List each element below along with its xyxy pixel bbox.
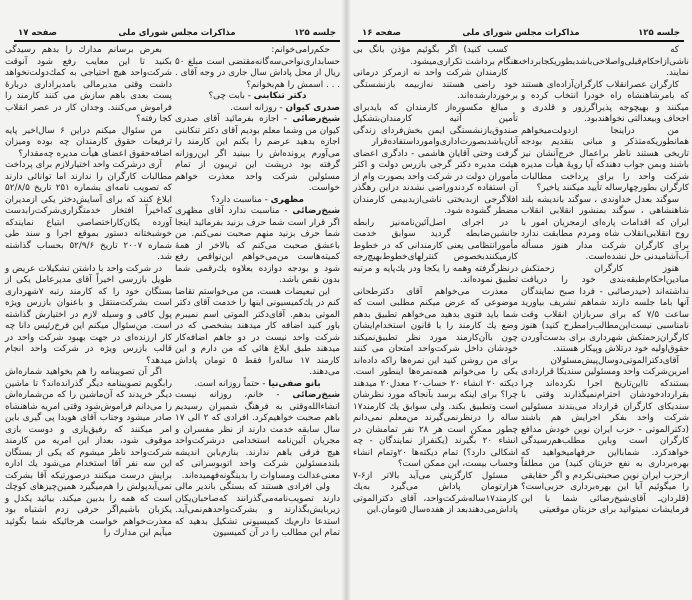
session-number: جلسه ۱۲۵ [294, 28, 336, 38]
speaker-name: شیخ‌رضائی [292, 206, 341, 216]
header-rule [358, 40, 684, 42]
paragraph: که ناشی‌ازاحکام‌قبلی‌واصلاحی‌باشدبطوریکجابرداخت نمایند. [513, 45, 689, 78]
paragraph: این تبعیضات هست، من می‌خواستم تقاضا کنم در یك‌کمیسیونی اینها را خدمت آقای دکتر الموتی بدهم. آقای‌دکتر الموتی اسم نمیبرم باور کنید اضافه کار میدهند بشخصی که در شرکت واحد نیست در دو جا‌هم اضافه‌کار میدهند طبق ابلاغ هائی که من دارم و این کارمند ۱۷ ساله‌را فقط ۵ تومان پاداش می‌دهند. [175, 286, 340, 377]
paragraph: آری درشرکت واحد اختیارلازم برای پرداخت مطالبات کارگران را ندارند اما توانائی دارند که تصویب نامه‌ای بشماره ۲۵۱ تاریخ ۵۲/۸/۵ ابلاغ کنند که برای آسایش‌دختر یکی ازمدیران که‌اخیراً افتخار خدمتگزاری‌شرکت‌رابدست آورده یکان‌کار‌اختصاصی ابتیاع نمایندکه خوشبختانه دستور بموقع اجرا و سند طی شماره ۲۰۰۷ تاریخ ۵۲/۹/۶ بحساب گذاشته شد. [5, 160, 172, 262]
speech-text: - اجازه بفرمائید آقای صدری کیوان من وشما معلم بودیم آقای دکتر تنکابنی اجازه بدهید عرضم را بکنم این کارمند را می‌آورم پرونده‌اش را ببینید اگر این‌روزانه گرفته بود درپشت این تریبون از تمام مسئولین شرکت واحد معذرت خواهم خواست. [175, 114, 340, 193]
speaker-name: شیخ‌رضائی [292, 114, 340, 124]
speech-text: - مناسبت دارد؟ [211, 194, 268, 205]
speaker-name: دکتر تنکابنی [253, 91, 307, 101]
speech [175, 206, 340, 287]
paragraph: معذرت می‌خواهم آقای دکترطحانی موضوعی که عرض میکنم مطلبی است که شما باید فتوی بدهید می‌خواهم تطبیق بدهم وضع یك کارمند را با قانون استخدام‌ایشان چون باآن‌کارمند مورد نظر تطبیق‌نمیکند خودشان داخل شرکت‌واحد امتحان می کنند برای من روشن کنید این نمره‌ها راکه داده‌اند یکی را می‌خوانم همه‌نمره‌ها اینطور است. دیکته ۲۰ انشاء ۲۰ حساب۲۰ معدل۲۰ میدهند چرا؟ برای اینکه برسد بآنجاکه مورد نظرشان است وتطبیق بکند. ولی سوابق یك کارمند۱۷ ساله را درنظرنمی‌گیرند من‌معلم نمی‌دانم چطور ممکن است هر ۲۸ نفر تمامشان در انشاء ۲۰ بگیرند (یکنفراز نمایندگان - چه اشکالی دارد؟) تمام دیکته‌ها ۲۰وتمام انشاء وحساب بیست، این ممکن است؟ [353, 286, 519, 469]
speech [175, 91, 340, 103]
running-title: مذاکرات مجلس شورای ملی [118, 28, 236, 38]
left-page-left-column [5, 45, 172, 540]
left-page-header [14, 28, 340, 40]
paragraph: در اجرای اصل‌آئین‌نامه‌نیز رابطه جانشین‌ضابطه گردید سوابق خدمت مأمورانتظامی یعنی کارمندانی که در خطوط کارمیکنند‌بخصوص کنترلهای‌خطوط‌بهیچ‌رجه درنظرگرفته وهمه را یکجا ودر یك‌پایه و مرتبه تطبیق نموده‌اند. [353, 217, 518, 285]
paragraph: اگر آن تصویبنامه را هم بخواهید شماره‌اش رابگویم تصویبنامه دیگر گذرانده‌اند؟ تا ماشین دیگر خریدند که آن‌ماشین را که من‌شماره‌اش را می‌دانم فراموش‌شود وقتی امریه شاهنشاه صادر میشود وجناب آقای هویدا پی گیری باین امر میکنند که رفیق‌بازی و دوست بازی موقوف شود، بعداز این امریه من کارمند شرکت‌واحد ناظر میشوم که یکی از بستگان این سه نفر آقا استخدام می‌شود یك اداره برایش درست میکنند درصورتیکه آقا بشرکت نمی‌آیدپولش را هم‌میگیرد همین‌چیزهای کوچك است که همه را بدبین میکند. بیائید یکدل و یکزبان باشیم‌اگر حرفی زدم اشتباه بود معذرت‌خواهم خواست هرجائیکه شما بگوئید میآیم این مدارك را [5, 367, 172, 538]
paragraph: سوگند بعدل خداوندی ، سوگند باندیشه بلند شاهنشاهی ، سوگند بمنشور انقلابی انقلاب ایران که اقدامات پاره‌ای ازمجریان امور با روح انقلابی‌انقلاب شاه ومردم مطابقت ندارد برای کارگران شرکت مدار هنوز مسأله آب‌آشامیدنی حل نشده‌است. [521, 194, 689, 262]
paragraph: کارگران عصرانقلاب کارگران‌آزاده‌ای هستند که بامرشاهنشاه راه خودرا انتخاب کرده و میکنند و بهیچوجه پذیراگرزور و قلدری و اجحاف وبیعدالتی نخواهندبود. [521, 79, 689, 124]
running-title: مذاکرات مجلس شورای ملی [462, 28, 580, 38]
paragraph: کسب کنید) اگر بگوئیم مؤذن بانگ بی هنگام برداشت تکراری‌میشود. [353, 45, 518, 67]
speech-text: - بابت چی؟ [208, 91, 251, 101]
page-number: صفحه ۱۷ [18, 28, 57, 38]
paragraph: حکم‌رامی‌خوانم: حسابداری‌نواحی‌سه‌گانه‌مقتضی است مبلغ ۵۰ ریال از محل پاداش سال جاری در وجه آقای . . . . اسمش را هم‌بخوانم؟ [175, 45, 340, 90]
paragraph: در شرکت واحد با داشتن تشکیلات عریض و طویل بازرسی اخیراً آقای مدیرعامل یکی از بستگان خود را که کارمند رتبه ۷شهرداری است بشرکت‌منتقل و باعنوان بازرس ویژه پول کافی و وسیله لازم در اختیارش گذاشته است. من‌سئوال میکنم این فرخ‌رئیس دانا چه کار ارزنده‌ای در جهت بهبود شرکت واحد در قالب بازرس ویژه در شرکت واحد انجام میدهد؟ [5, 263, 172, 366]
speaker-name: مظهری [270, 194, 304, 205]
paragraph: بعرض برسانم مدارك را بدهم رسیدگی بکنید تا این معایب رفع شود آنوقت شرکت‌واحد هیچ احتیاجی به کمك‌دولت‌نخواهد داشت وقتی مدیرمالی بامدیراداری دربارهٔ پست بعدی باهم سازش می کنند کارمند را فراموش می‌کنند. وجدان کار در عصر انقلاب کجا رفته؟ [5, 45, 172, 124]
speech-text: - مناسبت ندارد آقای مظهری اگر قرار است شما حرف بزنید بفرمائید اینجا شما حرف بزنید منهم صحبت نمی‌کنم. من باعشق صحبت می‌کنم که بالاخر از همهٔ کمیته‌هاست من‌می‌خواهم این‌نواقص رفع شود و بودجه دوازده بعلاوه یك‌رقمی شما بدون نقص باشد. [175, 206, 340, 285]
paragraph: هنوز کارگران زحمتکش مبادین‌احکام‌طبقه‌بندی خود را دریافت نداشته‌اند (حیدرصائبی - فردا صبح نمایندگان آنها باما جلسه دارند شماهم تشریف بیاورید ساعت ۷/۵ که برای سربازان انقلاب وقت نامناسبی نیست‌این‌مطالب‌را‌مطرح کنید) هنوز کارگران‌زحمتکش شهرداری برای بدست‌آوردن حقوق‌اولیه خود درتلاش وپیکار هستند. [521, 263, 689, 354]
left-page-right-column [175, 45, 340, 540]
speech [175, 114, 340, 195]
paragraph: مسئول کارگزینی می‌آید بالاتر از۶-۷ هزارتومان پاداش می‌گیرد به‌یك کارمند۱۷ساله‌شرکت‌واحد، آقای دکترالموتی پاداش‌می‌دهندبعد از هفده‌سال ۵تومان.این [353, 470, 518, 515]
paragraph: کارمندان شرکت واحد نه ازمرکز درمانی خود راضی هستند نه‌ازبیمه بازنشستگی برخوردارشده‌اند. [353, 68, 518, 101]
header-rule [14, 40, 340, 42]
paragraph: من سئوال میکنم دراین ۶ سال‌اخیر پایه ترفیعات حقوق کارمندان چه بوده ومیزان اضافه‌حقوق اعضای هیأت مدیره چه‌مقدار؟ [5, 125, 172, 159]
speaker-name: بانو صفی‌نیا [268, 378, 321, 389]
paragraph: مبالغ مکسوره‌از کارمندان که بایدبرای تأمین آتیه کارمندان‌بتشکیل صندوق‌بازنشستگی ایمن بخش‌فردای زندگی آنان‌باشد‌بصورت‌اداری‌وامورد‌استفاده‌قرار گرفت وحتی آقایان هاشمی - دادگری اعضای هیئت مدیره دکتر گرجی بازرس دولت و اکثر مأموران دولت در شرکت واحد بصورت وام از آن استفاده کردندوراضی نشدند دراین رهگذر افلاگرجی ازبدبختی ناشی‌ازبدبیمی کارمندان مضطر گشوده شود. [353, 102, 518, 216]
speaker-name: شیخ‌رضائی [292, 390, 341, 400]
right-page-right-column [513, 45, 689, 517]
page-number: صفحه ۱۶ [362, 28, 401, 38]
speech-text: - حتماً روزانه است. [194, 378, 266, 389]
paragraph: آقای‌دکترالموتی‌دوسال‌پیش‌مسئولان امرین‌شرکت واحد ومسئولین سندیکا قراردادی بستندکه تااین‌تاریخ اجرا نکرده‌اند چرا بقراردادخودشان احترام‌نمیگذارند وقتی با سندیکای کارگران قرارداد می‌بندند مسئولین شرکت واحد بفکر اجرایش هم باشند (دکترالموتی - حزب ایران نوین خودش مدافع کارگران است وباین مطلب‌هم‌رسیدگی خواهدکرد. شمابااین حرفهامیخواهید که بهره‌برداری به نفع حزبتان کنید) من مطلقاً ازحزب ایران نوین صحبتی‌نکردم و اگر حقایقی را میگوئیم آیا این بهره‌برداری حزبی‌است؟(قلردان‌ـ آقای‌شیخ‌رضائی شما با این فرمایشات نمیتوانید برای حزبتان موقعیتی [521, 355, 689, 515]
page-gutter [341, 0, 351, 600]
speech-text: - روزانه است. [230, 102, 283, 113]
session-number: جلسه ۱۲۵ [638, 28, 680, 38]
paragraph: من دراینجا ازدولت‌میخواهم همانطوریکه‌متذکر و مبانی بتقدیم بودجه تاریخی هستند ناظر براعمال خرج‌آنشان نیز باشند وبمن جواب دهندکه آیا رویهٔ هیأت مدیره شرکت واحد را برای پرداخت مطالبات کارگران بطورچهارساله تأیید میکنند یاخیر؟ [521, 125, 689, 193]
speech [175, 390, 340, 482]
right-page-left-column [353, 45, 518, 517]
speech [175, 103, 340, 115]
speech [175, 379, 340, 391]
speaker-name: صدری کیوان [285, 102, 340, 113]
speech [175, 195, 340, 207]
speech-text: - خانم، روزانه نیست انشاءالله‌وقتی به فرهنگ شمیران رسیدیم باهم صحبت خواهیم‌کرد. افرادی که ۲ الی ۱۷ سال سابقه خدمت دارند از نظر مفسران و مجریان آئین‌نامه استخدامی درشرکت‌واحد هیچ فرقی باهم ندارند. بنازم‌بابن اندیشه بلندمسئولین شرکت واحد اتوبوسرانی که معنی‌عدالت ومساوات را بدینگونه‌فهمیده‌اند. [175, 390, 340, 481]
right-page-header [358, 28, 684, 40]
paragraph: ولی افرادی هستند که بستگی باندیر مالی دارند تصویب‌نامه‌می‌گذرانند که‌صاحبان‌یکان زیربایش‌بگذارند و بشرکت‌واحدهم‌نمی‌آید. استدعا دارم‌یك کمیسیونی تشکیل بدهید که تمام این مطالب را در آن کمیسیون [175, 482, 340, 538]
